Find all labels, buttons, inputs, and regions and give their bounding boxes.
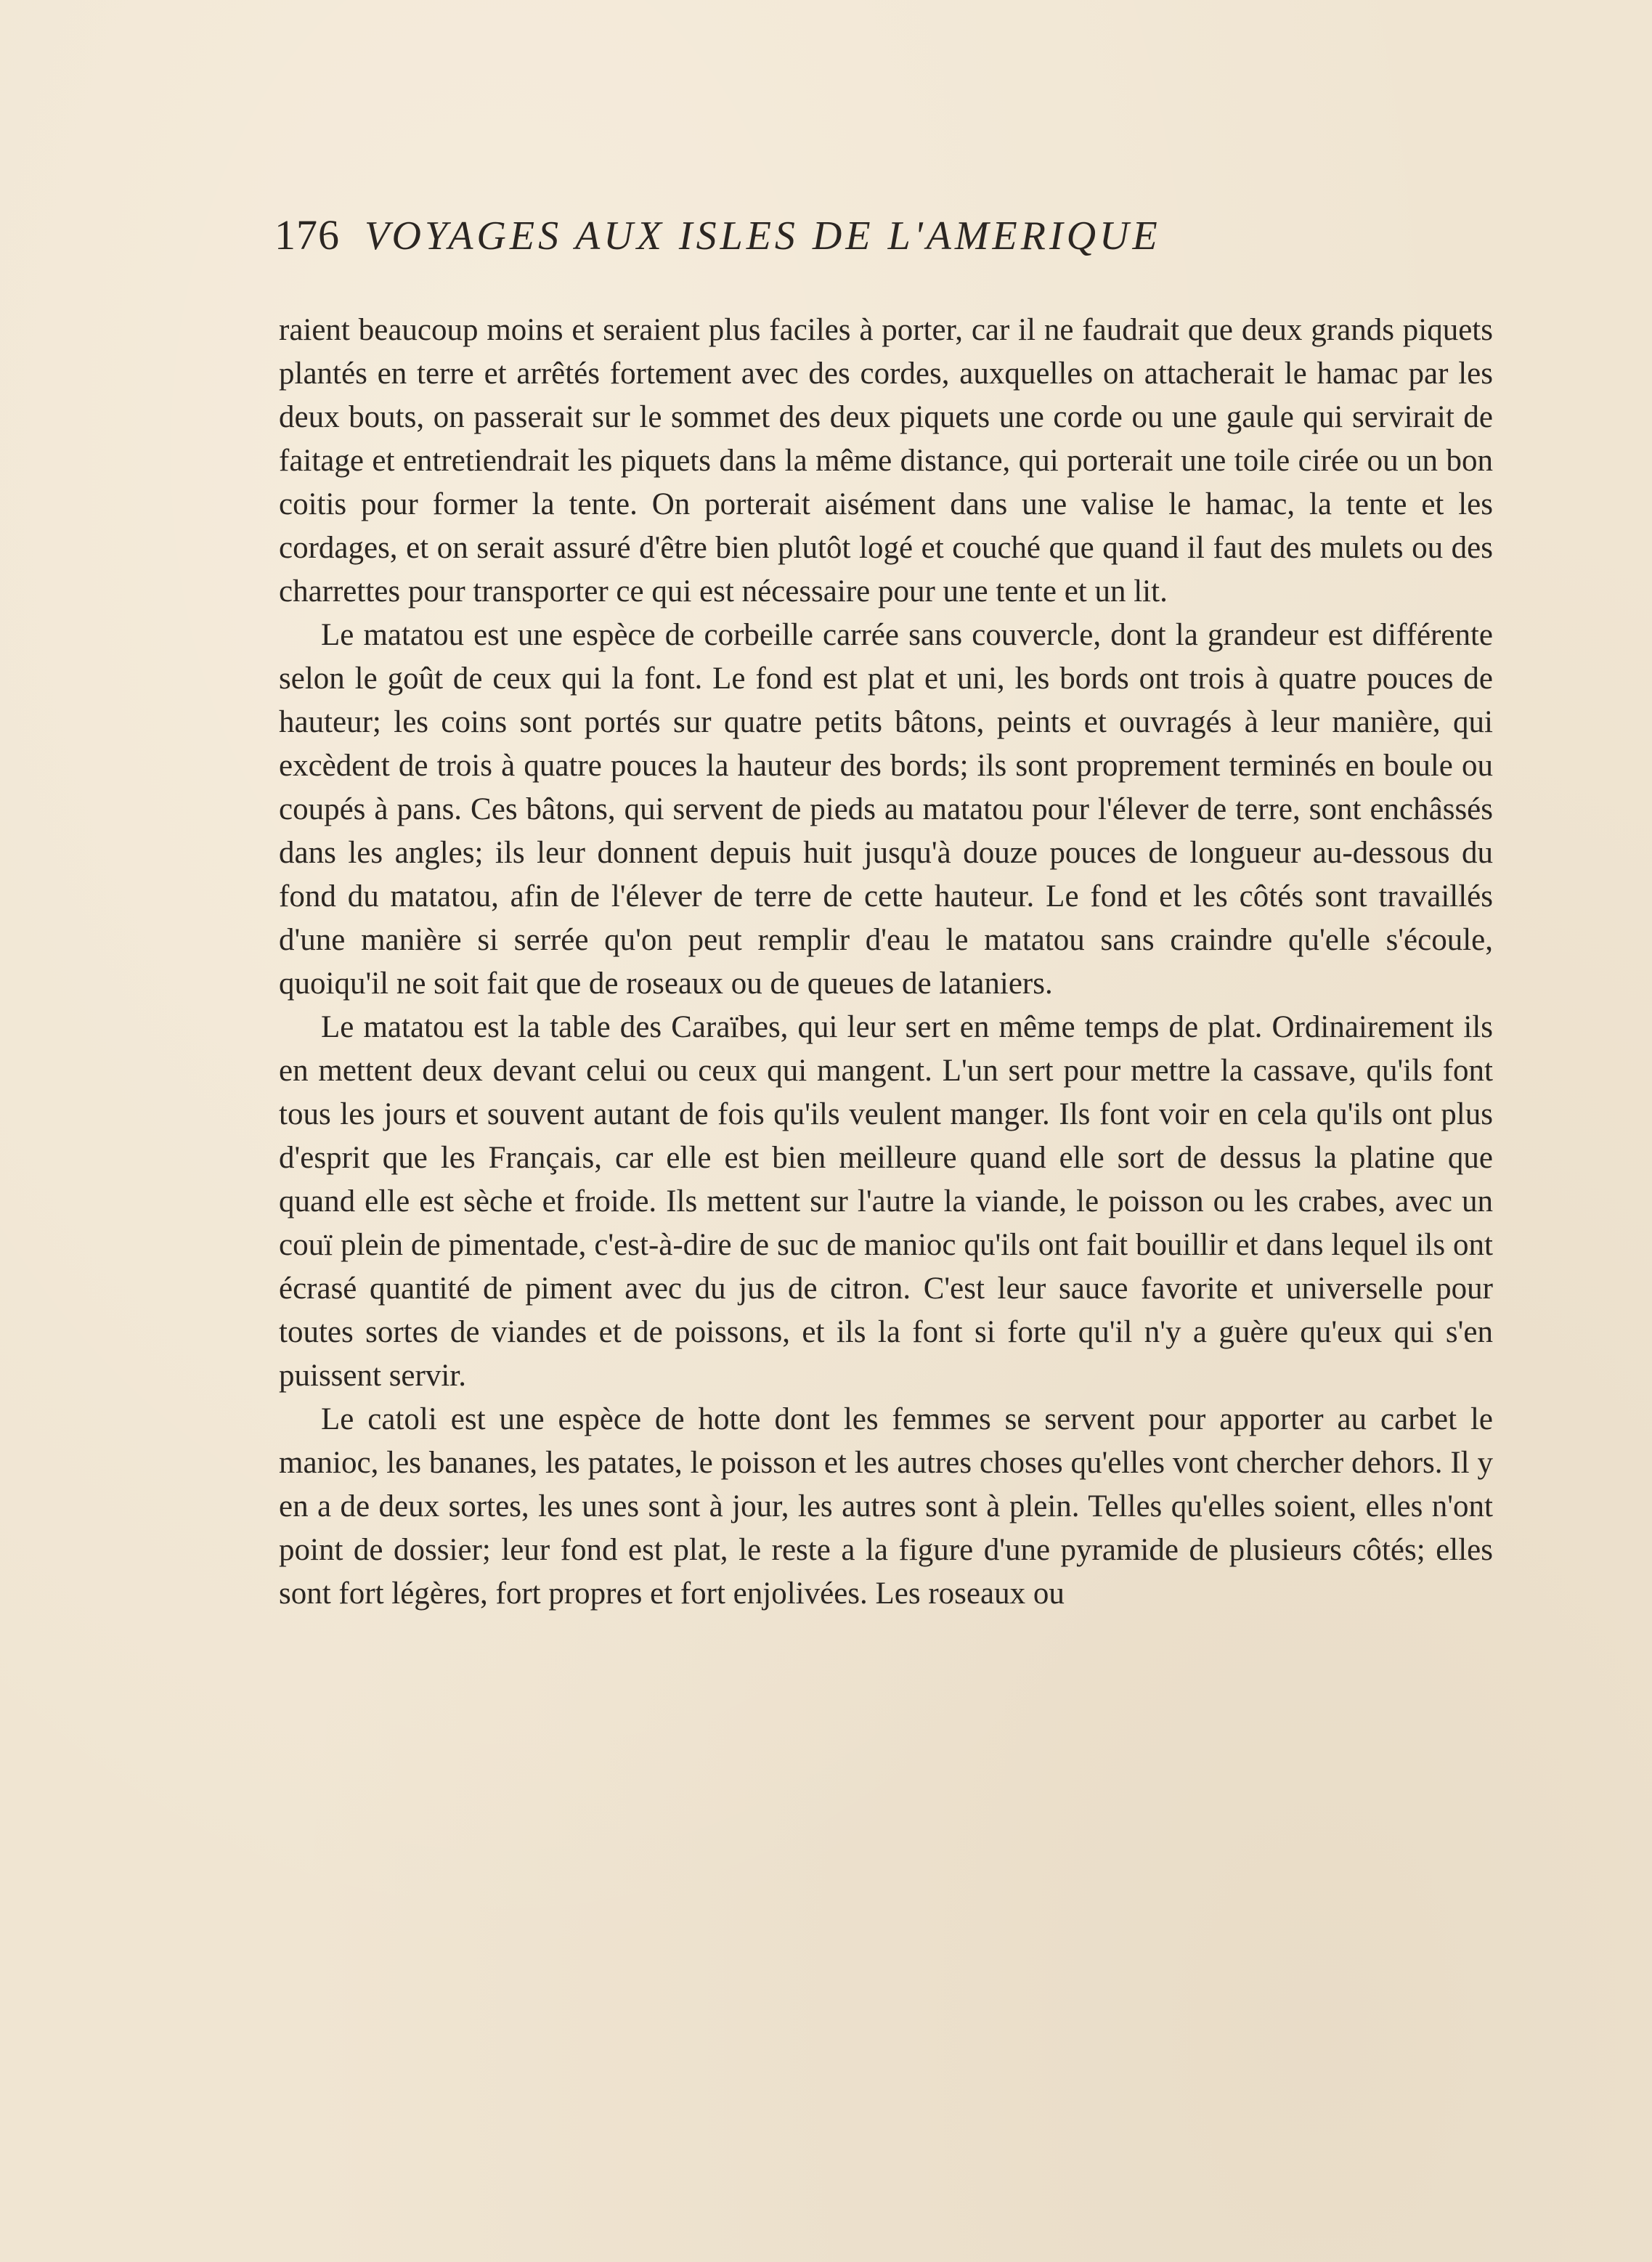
page-header: [274, 211, 1480, 276]
paragraph-continuation: raient beaucoup moins et seraient plus faciles à porter, car il ne faudrait que deux grands piquets plantés en terre et arrêtés fortement avec des cordes, auxquelles on attacherait le hamac par les deux bouts, on passerait sur le sommet des deux piquets une corde ou une gaule qui servirait de faitage et entretiendrait les piquets dans la même distance, qui porterait une toile cirée ou un bon coitis pour former la tente. On porterait aisément dans une valise le hamac, la tente et les cordages, et on serait assuré d'être bien plutôt logé et couché que quand il faut des mulets ou des charrettes pour transporter ce qui est nécessaire pour une tente et un lit.: [279, 313, 1493, 609]
paragraph-matatou-description: Le matatou est une espèce de corbeille carrée sans couvercle, dont la grandeur est différente selon le goût de ceux qui la font. Le fond est plat et uni, les bords ont trois à quatre pouces de hauteur; les coins sont portés sur quatre petits bâtons, peints et ouvragés à leur manière, qui excèdent de trois à quatre pouces la hauteur des bords; ils sont proprement terminés en boule ou coupés à pans. Ces bâtons, qui servent de pieds au matatou pour l'élever de terre, sont enchâssés dans les angles; ils leur donnent depuis huit jusqu'à douze pouces de longueur au-dessous du fond du matatou, afin de l'élever de terre de cette hauteur. Le fond et les côtés sont travaillés d'une manière si serrée qu'on peut remplir d'eau le matatou sans craindre qu'elle s'écoule, quoiqu'il ne soit fait que de roseaux ou de queues de lataniers.: [279, 618, 1493, 1001]
running-title: VOYAGES AUX ISLES DE L'AMERIQUE: [365, 213, 1161, 259]
body-text: [279, 309, 1493, 1616]
page-number: 176: [274, 211, 340, 259]
paragraph-matatou-table: Le matatou est la table des Caraïbes, qui leur sert en même temps de plat. Ordinairement ils en mettent deux devant celui ou ceux qui mangent. L'un sert pour mettre la cassave, qu'ils font tous les jours et souvent autant de fois qu'ils veulent manger. Ils font voir en cela qu'ils ont plus d'esprit que les Français, car elle est bien meilleure quand elle sort de dessus la platine que quand elle est sèche et froide. Ils mettent sur l'autre la viande, le poisson ou les crabes, avec un couï plein de pimentade, c'est-à-dire de suc de manioc qu'ils ont fait bouillir et dans lequel ils ont écrasé quantité de piment avec du jus de citron. C'est leur sauce favorite et universelle pour toutes sortes de viandes et de poissons, et ils la font si forte qu'il n'y a guère qu'eux qui s'en puissent servir.: [279, 1010, 1493, 1393]
paragraph-catoli: Le catoli est une espèce de hotte dont les femmes se servent pour apporter au carbet le manioc, les bananes, les patates, le poisson et les autres choses qu'elles vont chercher dehors. Il y en a de deux sortes, les unes sont à jour, les autres sont à plein. Telles qu'elles soient, elles n'ont point de dossier; leur fond est plat, le reste a la figure d'une pyramide de plusieurs côtés; elles sont fort légères, fort propres et fort enjolivées. Les roseaux ou: [279, 1402, 1493, 1611]
